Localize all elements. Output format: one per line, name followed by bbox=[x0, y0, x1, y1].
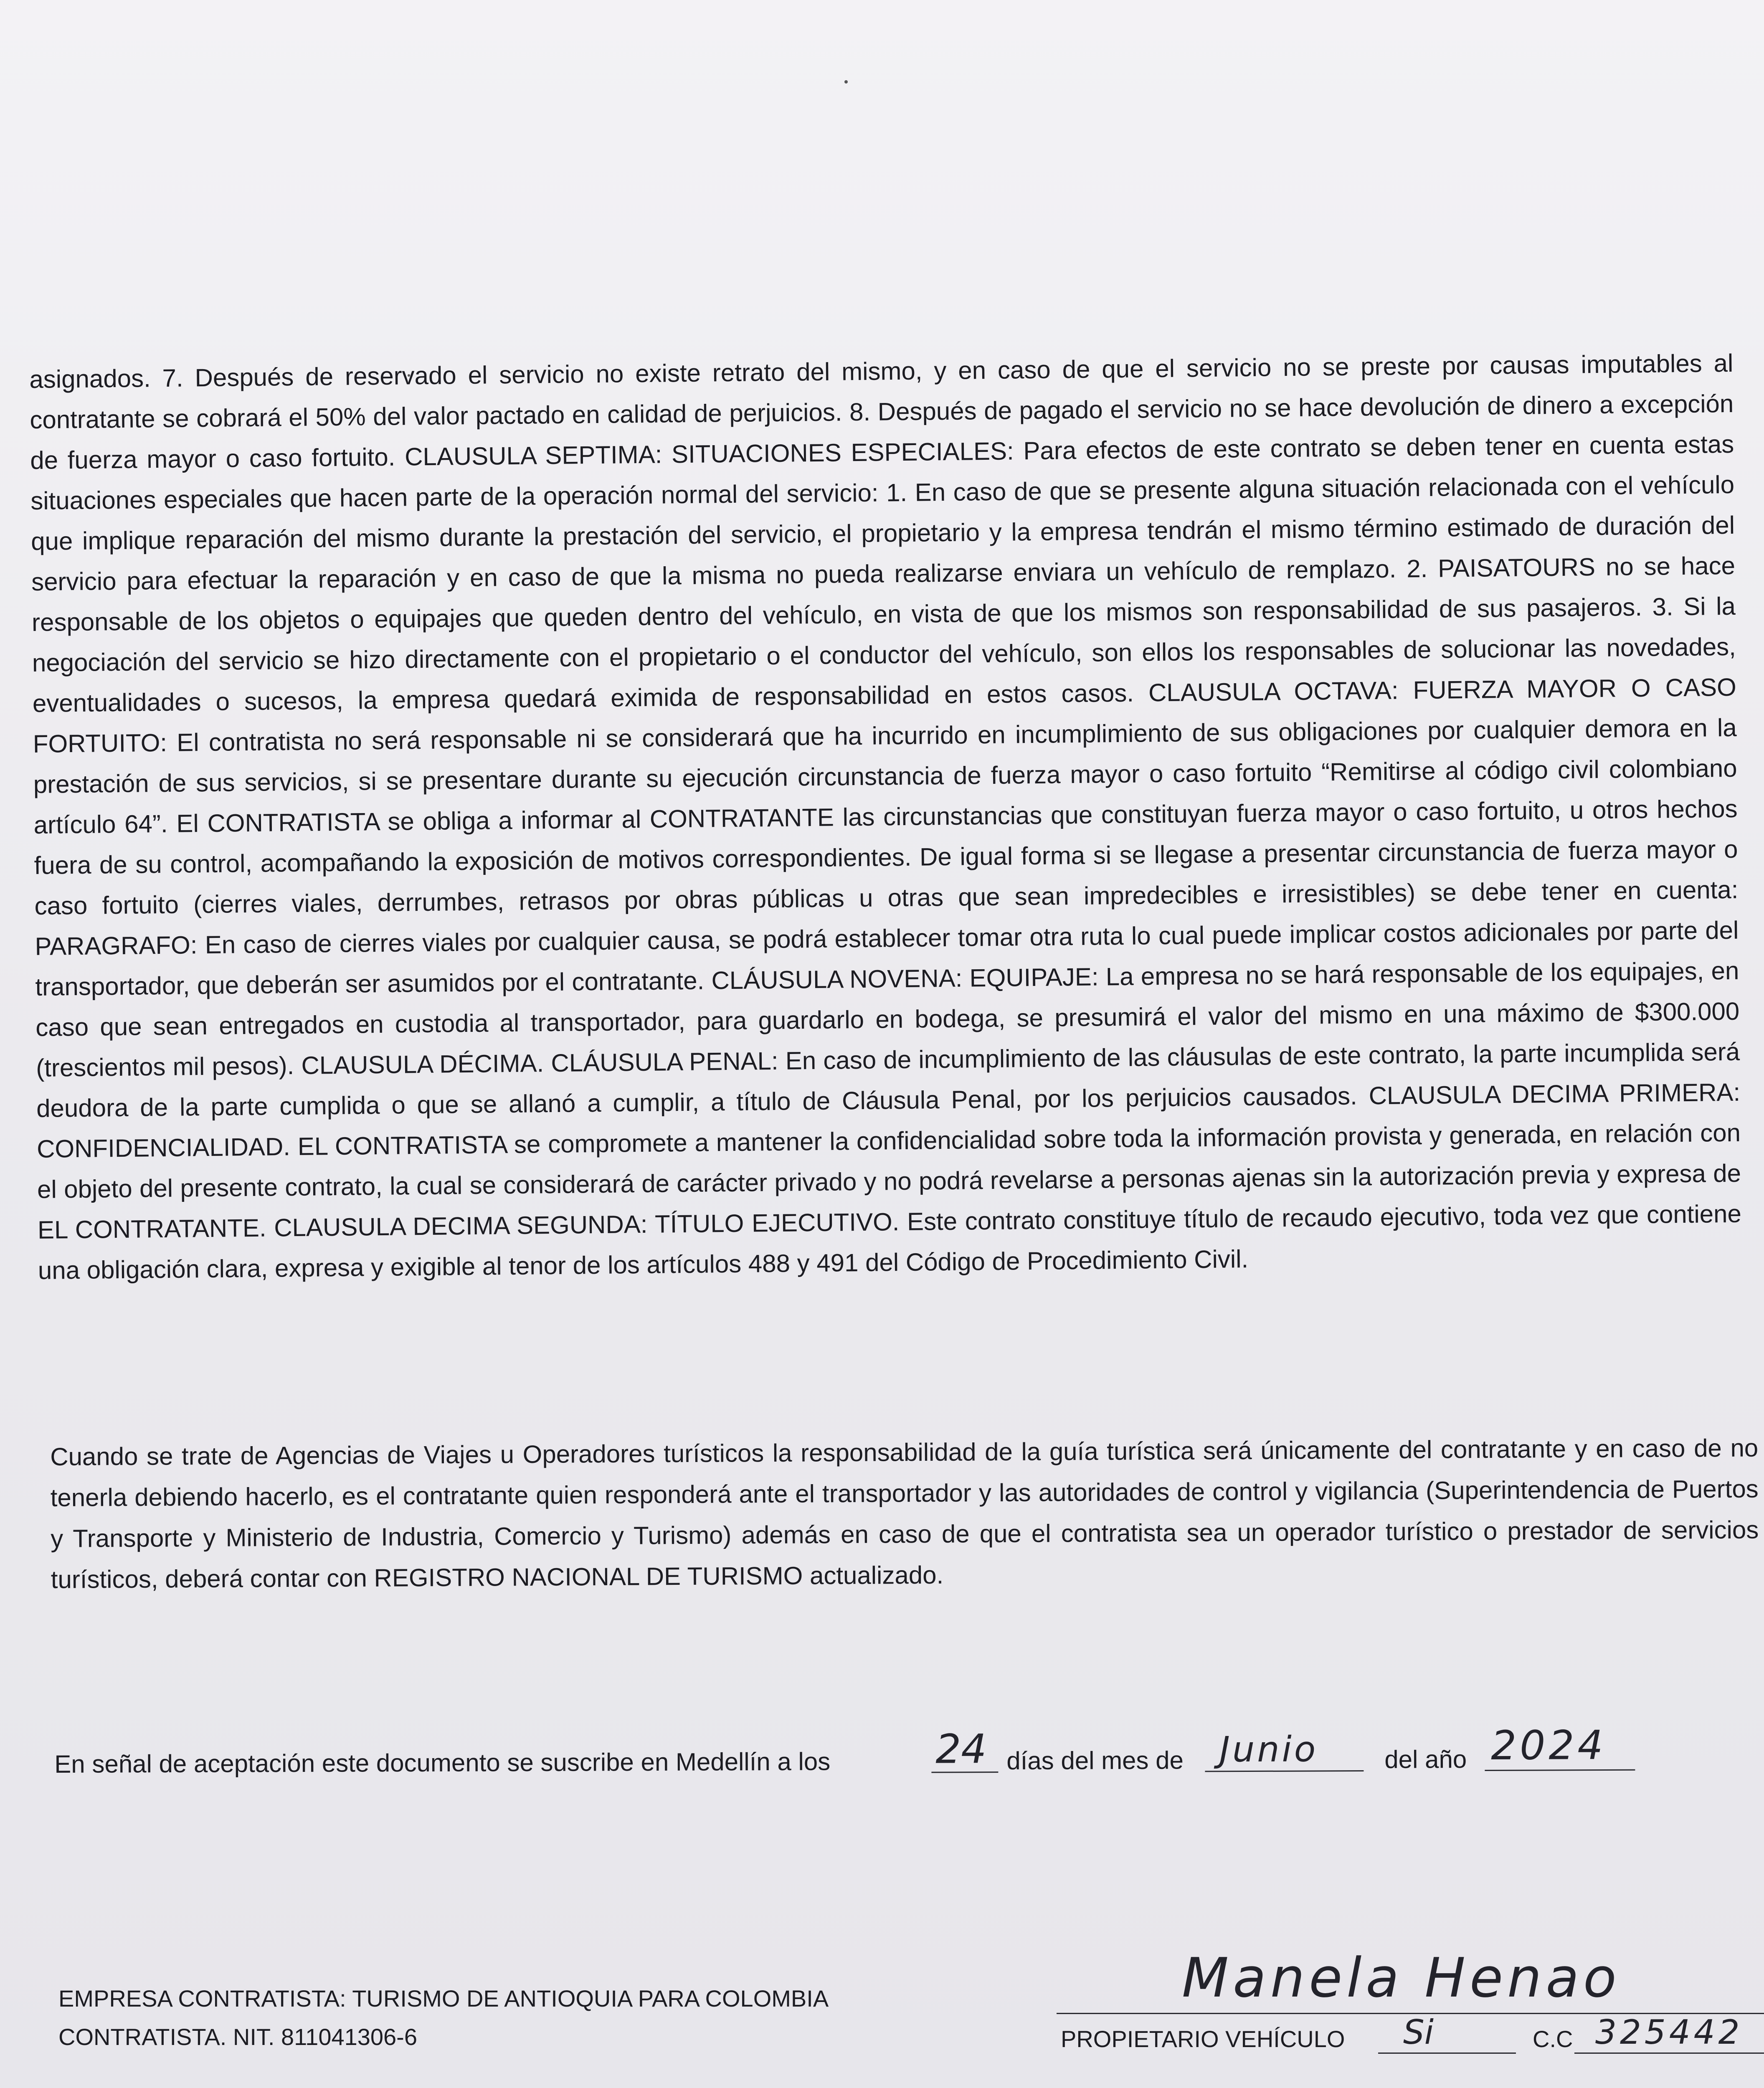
paper-speck bbox=[844, 80, 848, 84]
owner-cc-handwritten: 325442 bbox=[1595, 2013, 1743, 2052]
year-label: del año bbox=[1384, 1745, 1467, 1774]
company-nit: CONTRATISTA. NIT. 811041306-6 bbox=[58, 2024, 417, 2050]
owner-signature: Manela Henao bbox=[1182, 1946, 1621, 2009]
clauses-paragraph bbox=[29, 343, 1742, 1291]
owner-signature-block bbox=[1057, 1938, 1764, 2071]
company-name: EMPRESA CONTRATISTA: TURISMO DE ANTIOQUIA PARA COLOMBIA bbox=[58, 1985, 829, 2012]
month-handwritten: Junio bbox=[1219, 1728, 1318, 1770]
company-block bbox=[58, 1979, 829, 2056]
year-blank bbox=[1485, 1769, 1635, 1771]
agencies-text: Cuando se trate de Agencias de Viajes u Operadores turísticos la responsabilidad de la guía turística será únicamente del contratante y en caso de no tenerla debiendo hacerlo, es el contratante quien responderá ante el transportador y las autoridades de control y vigilancia (Superintendencia de Puertos y Transporte y Ministerio de Industria, Comercio y Turismo) además en caso de que el contratista sea un operador turístico o prestador de servicios turísticos, deberá contar con REGISTRO NACIONAL DE TURISMO actualizado. bbox=[50, 1434, 1759, 1594]
year-handwritten: 2024 bbox=[1491, 1722, 1607, 1769]
owner-label: PROPIETARIO VEHÍCULO bbox=[1061, 2026, 1345, 2052]
month-blank bbox=[1205, 1770, 1364, 1772]
vehicle-blank bbox=[1378, 2053, 1516, 2054]
cc-label: C.C bbox=[1533, 2026, 1573, 2052]
clauses-text: asignados. 7. Después de reservado el servicio no existe retrato del mismo, y en caso de que el servicio no se preste por causas imputables al contratante se cobrará el 50% del valor pactado en calidad de perjuicios. 8. Después de pagado el servicio no se hace devolución de dinero a excepción de fuerza mayor o caso fortuito. CLAUSULA SEPTIMA: SITUACIONES ESPECIALES: Para efectos de este contrato se deben tener en cuenta estas situaciones especiales que hacen parte de la operación normal del servicio: 1. En caso de que se presente alguna situación relacionada con el vehículo que implique reparación del mismo durante la prestación del servicio, el propietario y la empresa tendrán el mismo término estimado de duración del servicio para efectuar la reparación y en caso de que la misma no pueda realizarse enviara un vehículo de remplazo. 2. PAISATOURS no se hace responsable de los objetos o equipajes que queden dentro del vehículo, en vista de que los mismos son responsabilidad de sus pasajeros. 3. Si la negociación del servicio se hizo directamente con el propietario o el conductor del vehículo, son ellos los responsables de solucionar las novedades, eventualidades o sucesos, la empresa quedará eximida de responsabilidad en estos casos. CLAUSULA OCTAVA: FUERZA MAYOR O CASO FORTUITO: El contratista no será responsable ni se considerará que ha incurrido en incumplimiento de sus obligaciones por cualquier demora en la prestación de sus servicios, si se presentare durante su ejecución circunstancia de fuerza mayor o caso fortuito “Remitirse al código civil colombiano artículo 64”. El CONTRATISTA se obliga a informar al CONTRATANTE las circunstancias que constituyan fuerza mayor o caso fortuito, u otros hechos fuera de su control, acompañando la exposición de motivos correspondientes. De igual forma si se llegase a presentar circunstancia de fuerza mayor o caso fortuito (cierres viales, derrumbes, retrasos por obras públicas u otras que sean impredecibles e irresistibles) se debe tener en cuenta: PARAGRAFO: En caso de cierres viales por cualquier causa, se podrá establecer tomar otra ruta lo cual puede implicar costos adicionales por parte del transportador, que deberán ser asumidos por el contratante. CLÁUSULA NOVENA: EQUIPAJE: La empresa no se hará responsable de los equipajes, en caso que sean entregados en custodia al transportador, para guardarlo en bodega, se presumirá el valor del mismo en una máximo de $300.000 (trescientos mil pesos). CLAUSULA DÉCIMA. CLÁUSULA PENAL: En caso de incumplimiento de las cláusulas de este contrato, la parte incumplida será deudora de la parte cumplida o que se allanó a cumplir, a título de Cláusula Penal, por los perjuicios causados. CLAUSULA DECIMA PRIMERA: CONFIDENCIALIDAD. EL CONTRATISTA se compromete a mantener la confidencialidad sobre toda la información provista y generada, en relación con el objeto del presente contrato, la cual se considerará de carácter privado y no podrá revelarse a personas ajenas sin la autorización previa y expresa de EL CONTRATANTE. CLAUSULA DECIMA SEGUNDA: TÍTULO EJECUTIVO. Este contrato constituye título de recaudo ejecutivo, toda vez que contiene una obligación clara, expresa y exigible al tenor de los artículos 488 y 491 del Código de Procedimiento Civil. bbox=[29, 349, 1742, 1285]
agencies-paragraph bbox=[50, 1428, 1759, 1600]
owner-cc-blank bbox=[1574, 2053, 1764, 2054]
month-label: días del mes de bbox=[1006, 1746, 1184, 1775]
acceptance-prefix: En señal de aceptación este documento se suscribe en Medellín a los bbox=[54, 1747, 831, 1778]
day-handwritten: 24 bbox=[935, 1726, 987, 1773]
acceptance-line bbox=[54, 1719, 1683, 1783]
vehicle-handwritten: Si bbox=[1403, 2013, 1434, 2052]
